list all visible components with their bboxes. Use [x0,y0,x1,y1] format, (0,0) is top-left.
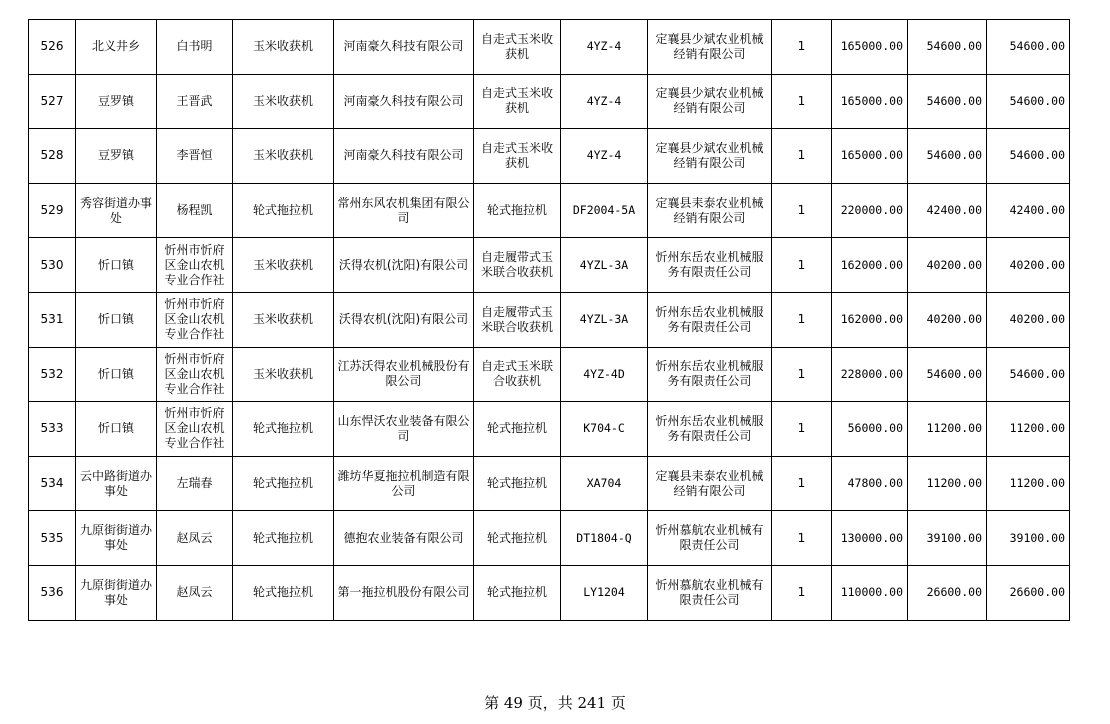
cell-category: 轮式拖拉机 [233,402,334,457]
cell-subsidy: 40200.00 [908,292,987,347]
cell-qty: 1 [772,292,832,347]
cell-buyer: 左瑞春 [157,456,233,511]
cell-no: 530 [29,238,76,293]
cell-dealer: 定襄县耒泰农业机械经销有限公司 [648,456,772,511]
cell-town: 忻口镇 [76,402,157,457]
cell-price: 165000.00 [832,74,908,129]
cell-qty: 1 [772,183,832,238]
cell-category: 玉米收获机 [233,347,334,402]
cell-subsidy: 11200.00 [908,456,987,511]
cell-subsidy: 39100.00 [908,511,987,566]
cell-no: 536 [29,565,76,620]
cell-buyer: 白书明 [157,20,233,75]
cell-subsidy: 54600.00 [908,129,987,184]
cell-buyer: 忻州市忻府区金山农机专业合作社 [157,402,233,457]
cell-qty: 1 [772,456,832,511]
cell-price: 165000.00 [832,129,908,184]
table-row [29,238,1070,293]
cell-model: 4YZL-3A [561,238,648,293]
cell-category: 轮式拖拉机 [233,456,334,511]
cell-town: 九原街街道办事处 [76,511,157,566]
cell-model: 4YZ-4D [561,347,648,402]
cell-category: 玉米收获机 [233,292,334,347]
table-row [29,511,1070,566]
cell-type: 轮式拖拉机 [474,456,561,511]
cell-maker: 德抱农业装备有限公司 [334,511,474,566]
cell-price: 110000.00 [832,565,908,620]
cell-maker: 江苏沃得农业机械股份有限公司 [334,347,474,402]
cell-model: XA704 [561,456,648,511]
cell-price: 220000.00 [832,183,908,238]
cell-buyer: 王晋武 [157,74,233,129]
cell-maker: 常州东风农机集团有限公司 [334,183,474,238]
cell-buyer: 杨程凯 [157,183,233,238]
table-row [29,565,1070,620]
cell-buyer: 忻州市忻府区金山农机专业合作社 [157,292,233,347]
cell-total: 40200.00 [987,238,1070,293]
cell-no: 532 [29,347,76,402]
cell-model: K704-C [561,402,648,457]
cell-model: 4YZL-3A [561,292,648,347]
cell-town: 豆罗镇 [76,74,157,129]
cell-type: 轮式拖拉机 [474,183,561,238]
cell-total: 42400.00 [987,183,1070,238]
table-row [29,20,1070,75]
table-row [29,292,1070,347]
cell-buyer: 忻州市忻府区金山农机专业合作社 [157,347,233,402]
cell-total: 54600.00 [987,20,1070,75]
cell-qty: 1 [772,238,832,293]
cell-type: 轮式拖拉机 [474,402,561,457]
cell-buyer: 赵凤云 [157,511,233,566]
cell-buyer: 忻州市忻府区金山农机专业合作社 [157,238,233,293]
cell-no: 534 [29,456,76,511]
cell-town: 忻口镇 [76,238,157,293]
cell-price: 228000.00 [832,347,908,402]
cell-maker: 沃得农机(沈阳)有限公司 [334,292,474,347]
cell-no: 533 [29,402,76,457]
cell-price: 47800.00 [832,456,908,511]
cell-buyer: 李晋恒 [157,129,233,184]
table-row [29,183,1070,238]
cell-qty: 1 [772,20,832,75]
cell-maker: 河南豪久科技有限公司 [334,129,474,184]
cell-maker: 潍坊华夏拖拉机制造有限公司 [334,456,474,511]
cell-model: LY1204 [561,565,648,620]
cell-subsidy: 26600.00 [908,565,987,620]
subsidy-table [28,19,1070,621]
cell-dealer: 忻州慕航农业机械有限责任公司 [648,511,772,566]
cell-no: 531 [29,292,76,347]
cell-no: 526 [29,20,76,75]
cell-qty: 1 [772,402,832,457]
cell-dealer: 定襄县少斌农业机械经销有限公司 [648,20,772,75]
cell-price: 162000.00 [832,292,908,347]
cell-town: 豆罗镇 [76,129,157,184]
cell-maker: 河南豪久科技有限公司 [334,20,474,75]
cell-no: 528 [29,129,76,184]
cell-type: 自走式玉米收获机 [474,20,561,75]
cell-type: 轮式拖拉机 [474,565,561,620]
table-row [29,347,1070,402]
cell-total: 11200.00 [987,456,1070,511]
cell-total: 54600.00 [987,74,1070,129]
cell-model: 4YZ-4 [561,74,648,129]
cell-dealer: 忻州东岳农业机械服务有限责任公司 [648,292,772,347]
cell-subsidy: 54600.00 [908,20,987,75]
cell-category: 玉米收获机 [233,20,334,75]
cell-subsidy: 54600.00 [908,74,987,129]
cell-price: 162000.00 [832,238,908,293]
cell-dealer: 定襄县少斌农业机械经销有限公司 [648,74,772,129]
cell-total: 54600.00 [987,347,1070,402]
cell-total: 11200.00 [987,402,1070,457]
cell-category: 玉米收获机 [233,129,334,184]
cell-maker: 河南豪久科技有限公司 [334,74,474,129]
cell-subsidy: 54600.00 [908,347,987,402]
cell-town: 秀容街道办事处 [76,183,157,238]
cell-maker: 山东悍沃农业装备有限公司 [334,402,474,457]
cell-town: 云中路街道办事处 [76,456,157,511]
cell-maker: 第一拖拉机股份有限公司 [334,565,474,620]
cell-subsidy: 11200.00 [908,402,987,457]
cell-category: 轮式拖拉机 [233,511,334,566]
cell-dealer: 忻州慕航农业机械有限责任公司 [648,565,772,620]
cell-total: 39100.00 [987,511,1070,566]
cell-price: 165000.00 [832,20,908,75]
cell-category: 玉米收获机 [233,238,334,293]
cell-town: 九原街街道办事处 [76,565,157,620]
cell-dealer: 忻州东岳农业机械服务有限责任公司 [648,238,772,293]
cell-dealer: 定襄县耒泰农业机械经销有限公司 [648,183,772,238]
cell-price: 130000.00 [832,511,908,566]
cell-total: 40200.00 [987,292,1070,347]
cell-qty: 1 [772,129,832,184]
cell-subsidy: 42400.00 [908,183,987,238]
table-row [29,456,1070,511]
table-body [29,20,1070,621]
cell-price: 56000.00 [832,402,908,457]
cell-type: 自走式玉米收获机 [474,74,561,129]
cell-model: 4YZ-4 [561,20,648,75]
cell-qty: 1 [772,74,832,129]
table-row [29,129,1070,184]
cell-no: 535 [29,511,76,566]
cell-model: 4YZ-4 [561,129,648,184]
cell-type: 自走履带式玉米联合收获机 [474,292,561,347]
cell-town: 忻口镇 [76,347,157,402]
cell-category: 轮式拖拉机 [233,565,334,620]
cell-category: 轮式拖拉机 [233,183,334,238]
cell-town: 忻口镇 [76,292,157,347]
cell-qty: 1 [772,511,832,566]
cell-dealer: 忻州东岳农业机械服务有限责任公司 [648,347,772,402]
cell-type: 自走式玉米收获机 [474,129,561,184]
cell-type: 轮式拖拉机 [474,511,561,566]
cell-maker: 沃得农机(沈阳)有限公司 [334,238,474,293]
cell-buyer: 赵凤云 [157,565,233,620]
cell-category: 玉米收获机 [233,74,334,129]
cell-dealer: 定襄县少斌农业机械经销有限公司 [648,129,772,184]
cell-model: DF2004-5A [561,183,648,238]
table-row [29,74,1070,129]
table-row [29,402,1070,457]
cell-no: 527 [29,74,76,129]
cell-model: DT1804-Q [561,511,648,566]
cell-qty: 1 [772,347,832,402]
cell-total: 26600.00 [987,565,1070,620]
cell-total: 54600.00 [987,129,1070,184]
cell-qty: 1 [772,565,832,620]
cell-subsidy: 40200.00 [908,238,987,293]
cell-town: 北义井乡 [76,20,157,75]
cell-dealer: 忻州东岳农业机械服务有限责任公司 [648,402,772,457]
cell-no: 529 [29,183,76,238]
page-footer: 第 49 页，共 241 页 [484,694,626,712]
cell-type: 自走式玉米联合收获机 [474,347,561,402]
cell-type: 自走履带式玉米联合收获机 [474,238,561,293]
